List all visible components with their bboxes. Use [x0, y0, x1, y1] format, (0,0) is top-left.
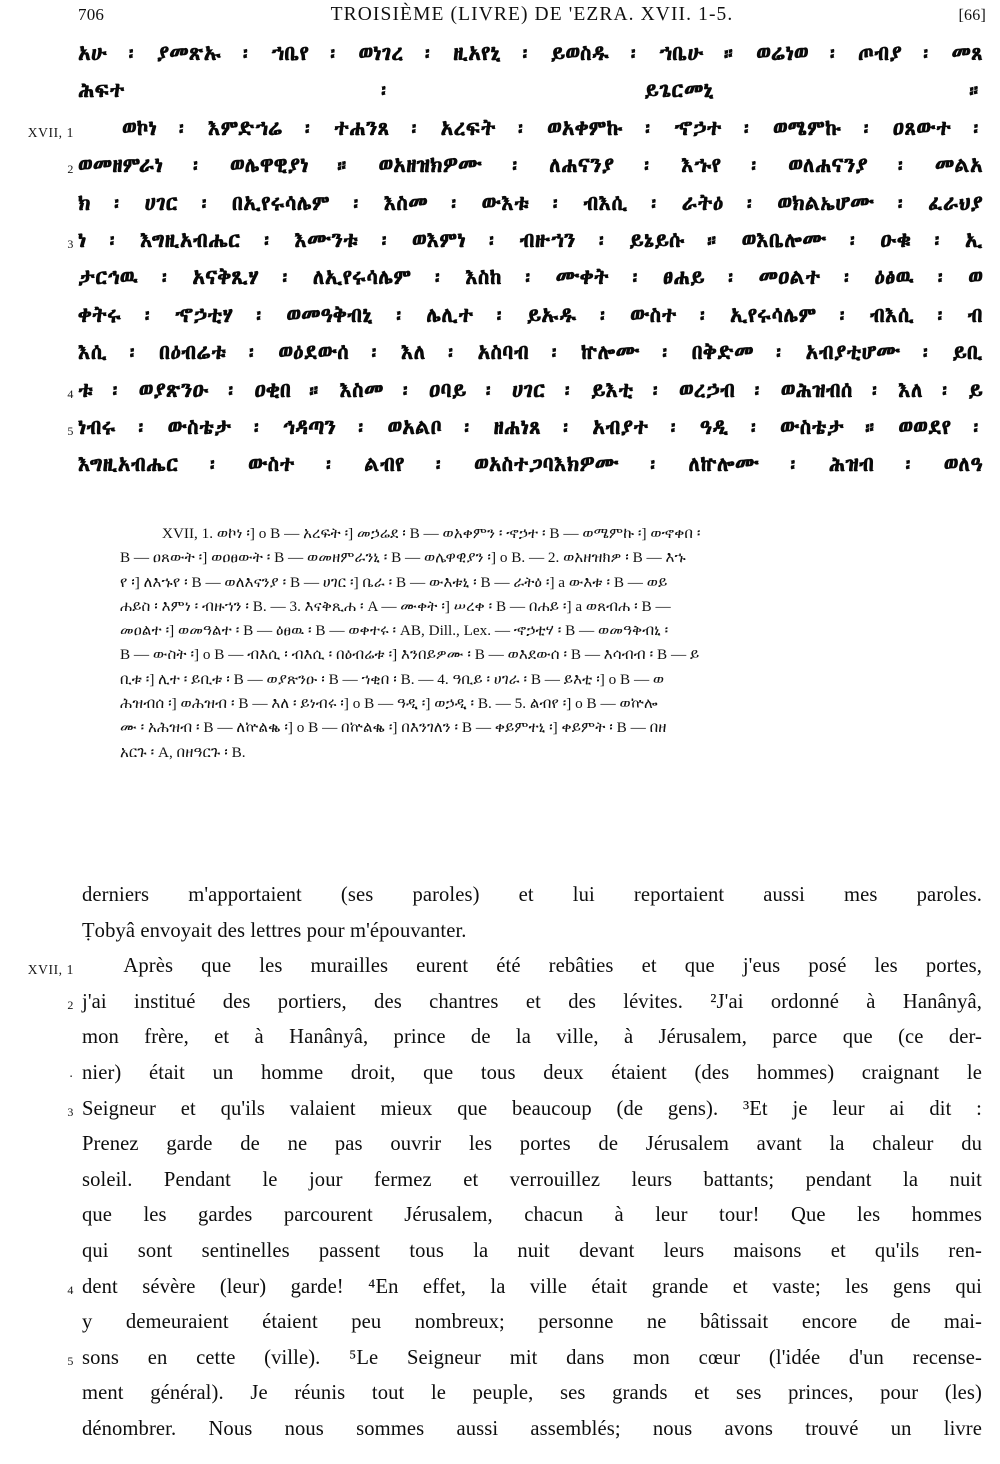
geez-line-text: ወኮነ ፡ እምድኀሬ ፡ ተሐንጸ ፡ አረፍት ፡ ወአቀምኩ ፡ ኆኃተ ፡ ወሜምኩ ፡ ዐጸውተ ፡ — [122, 114, 983, 142]
verse-marginal-number: 5 — [67, 1353, 74, 1368]
french-line — [0, 1312, 1000, 1348]
geez-line-text: ክ ፡ ሀገር ፡ በኢየሩሳሌም ፡ እስመ ፡ ውእቱ ፡ ብእሲ ፡ ራትዕ ፡ ወክልኤሆሙ ፡ ፈራህያ — [78, 189, 983, 217]
geez-line-text: እግዚአብሔር ፡ ውስተ ፡ ልብየ ፡ ወአስተጋባእክዎሙ ፡ ለኵሎሙ ፡ ሕዝብ ፡ ወለዓ — [78, 451, 983, 479]
geez-line — [0, 413, 1000, 455]
geez-line — [0, 226, 1000, 268]
apparatus-line: አርጉ ፡ A, በዘዓርጉ ፡ B. — [120, 743, 246, 761]
french-line — [0, 1277, 1000, 1313]
geez-line-text: ቱ ፡ ወያጽንዑ ፡ ዐቂበ ። እስመ ፡ ዐባይ ፡ ሀገር ፡ ይእቲ ፡ ወረኃብ ፡ ወሕዝብሰ ፡ እለ ፡ ይ — [78, 376, 983, 404]
geez-line-text: ታርኅዉ ፡ አናቅጺሃ ፡ ለኢየሩሳሌም ፡ እስከ ፡ ሙቀት ፡ ፀሐይ ፡ መዐልተ ፡ ዕፅዉ ፡ ወ — [78, 264, 983, 292]
verse-marginal-number: XVII, 1 — [27, 962, 74, 978]
french-line-text: dénombrer. Nous nous sommes aussi assemblés; nous avons trouvé un livre — [82, 1417, 982, 1440]
apparatus-line: B — ውስት ፡] o B — ብእሲ ፡ ብእሲ ፡ በዕብሬቱ ፡] እንበይዎሙ ፡ B — ወእደውሰ ፡ B — እሳብብ ፡ B — ይ — [120, 646, 700, 664]
french-line-text: nier) était un homme droit, que tous deux étaient (des hommes) craignant le — [82, 1061, 982, 1084]
french-line-text: y demeuraient étaient peu nombreux; personne ne bâtissait encore de mai- — [82, 1311, 982, 1334]
geez-line — [0, 301, 1000, 343]
french-line — [0, 1027, 1000, 1063]
geez-line-text: ወመዘምራነ ፡ ወሌዋዊያነ ። ወአዘዝክዎሙ ፡ ለሐናንያ ፡ እኁየ ፡ ወለሐናንያ ፡ መልአ — [78, 152, 983, 180]
geez-line — [0, 40, 1000, 81]
geez-line — [0, 114, 1000, 156]
apparatus-line: ሐይስ ፡ እምነ ፡ ብዙኀን ፡ B. — 3. እናቅጺሐ ፡ A — ሙቀት ፡] ሠረቀ ፡ B — በሐይ ፡] a ወጸብሐ ፡ B — — [120, 597, 671, 615]
french-line — [0, 1419, 1000, 1455]
apparatus-line: XVII, 1. ወኮነ ፡] o B — አረፍት ፡] መኃሬደ ፡ B — ወአቀምን ፡ ኆኃተ ፡ B — ወሜምኩ ፡] ወኆቀበ ፡ — [162, 525, 701, 542]
french-line — [0, 956, 1000, 992]
french-line-text: ment général). Je réunis tout le peuple, ses grands et ses princes, pour (les) — [82, 1382, 982, 1405]
geez-line-text: ነ ፡ እግዚአብሔር ፡ እሙንቱ ፡ ወእምነ ፡ ብዙኀን ፡ ይኔይሱ ። ወእቤሎሙ ፡ ዑቁ ፡ ኢ — [78, 226, 983, 254]
french-line-text: j'ai institué des portiers, des chantres et des lévites. ²J'ai ordonné à Hanânyâ, — [82, 990, 982, 1013]
apparatus-line: ቢቱ ፡] ሊተ ፡ ይቢቱ ፡ B — ወያጽንዑ ፡ B — ኀቂበ ፡ B. — 4. ዓቢይ ፡ ሀገራ ፡ B — ይእቲ ፡] o B — ወ — [120, 670, 665, 688]
french-line-text: derniers m'apportaient (ses paroles) et lui reportaient aussi mes paroles. — [82, 884, 982, 906]
french-line-text: que les gardes parcourent Jérusalem, chacun à leur tour! Que les hommes — [82, 1204, 982, 1227]
french-line-text: sons en cette (ville). ⁵Le Seigneur mit dans mon cœur (l'idée d'un recense- — [82, 1346, 982, 1369]
geez-line-text: ሕፍተ ፡ ይጌርመኒ ። — [78, 77, 983, 105]
french-line-text: Après que les murailles eurent été rebâties et que j'eus posé les portes, — [82, 955, 982, 978]
geez-line — [0, 451, 1000, 492]
french-line-text: Ṭobyâ envoyait des lettres pour m'épouvanter. — [82, 919, 467, 942]
french-line-text: mon frère, et à Hanânyâ, prince de la ville, à Jérusalem, parce que (ce der- — [82, 1026, 982, 1049]
french-line-text: soleil. Pendant le jour fermez et verrouillez leurs battants; pendant la nuit — [82, 1168, 982, 1191]
french-line — [0, 921, 1000, 957]
page-number: 706 — [78, 5, 105, 24]
french-line — [0, 1348, 1000, 1384]
verse-marginal-number: 2 — [67, 162, 74, 177]
verse-marginal-number: 3 — [67, 236, 74, 251]
verse-marginal-number: XVII, 1 — [27, 124, 74, 140]
french-line — [0, 885, 1000, 921]
french-line-text: Prenez garde de ne pas ouvrir les portes de Jérusalem avant la chaleur du — [82, 1133, 982, 1156]
french-line-text: dent sévère (leur) garde! ⁴En effet, la ville était grande et vaste; les gens qui — [82, 1275, 982, 1298]
apparatus-line: መዐልተ ፡] ወመዓልተ ፡ B — ዕፀዉ ፡ B — ወቀተሩ ፡ AB, Dill., Lex. — ኆኃቲሃ ፡ B — ወመዓቅብኒ ፡ — [120, 622, 669, 640]
apparatus-line: B — ዐጸውት ፡] ወዐፀውት ፡ B — ወመዘምራንኒ ፡ B — ወሌዋዊያን ፡] o B. — 2. ወአዘዝክዎ ፡ B — እኁ — [120, 549, 686, 567]
geez-line — [0, 339, 1000, 380]
geez-line — [0, 77, 1000, 118]
french-line — [0, 1099, 1000, 1135]
geez-text-block — [0, 40, 1000, 493]
french-line — [0, 1383, 1000, 1419]
french-line — [0, 992, 1000, 1028]
apparatus-criticus — [120, 522, 992, 765]
french-line — [0, 1063, 1000, 1099]
french-line-text: Seigneur et qu'ils valaient mieux que beaucoup (de gens). ³Et je leur ai dit : — [82, 1097, 982, 1120]
geez-line — [0, 376, 1000, 418]
signature-number: [66] — [958, 7, 986, 24]
running-head — [78, 4, 986, 30]
apparatus-line: የ ፡] ለእኁየ ፡ B — ወለእናንያ ፡ B — ሀገር ፡] ቤራ ፡ B — ውእቱኒ ፡ B — ራትዕ ፡] a ውእቱ ፡ B — ወይ — [120, 573, 668, 591]
french-line-text: qui sont sentinelles passent tous la nuit devant leurs maisons et qu'ils ren- — [82, 1239, 982, 1262]
verse-marginal-number: 4 — [67, 1282, 74, 1297]
french-line — [0, 1241, 1000, 1277]
page-title: TROISIÈME (LIVRE) DE 'EZRA. XVII. 1-5. — [330, 4, 734, 25]
french-line — [0, 1205, 1000, 1241]
geez-line-text: እሲ ፡ በዕብሬቱ ፡ ወዕደውሰ ፡ እለ ፡ አስባብ ፡ ኵሎሙ ፡ በቅድመ ፡ አብያቲሆሙ ፡ ይቢ — [78, 339, 983, 367]
french-line — [0, 1170, 1000, 1206]
verse-marginal-number: 4 — [67, 386, 74, 401]
geez-line — [0, 189, 1000, 231]
french-line — [0, 1134, 1000, 1170]
verse-marginal-number: 5 — [67, 423, 74, 438]
verse-marginal-number: 3 — [67, 1104, 74, 1119]
geez-line — [0, 264, 1000, 305]
apparatus-line: ሕዝብሰ ፡] ወሕዝብ ፡ B — እለ ፡ ይነብሩ ፡] o B — ዓዲ ፡] ወኃዲ ፡ B. — 5. ልብየ ፡] o B — ወኵሎ — [120, 695, 658, 713]
verse-marginal-number: 2 — [67, 997, 74, 1012]
geez-line-text: ቀትሩ ፡ ኆኃቲሃ ፡ ወመዓቅብኒ ፡ ሌሊተ ፡ ይኡዱ ፡ ውስተ ፡ ኢየሩሳሌም ፡ ብእሲ ፡ ብ — [78, 301, 983, 329]
verse-marginal-number: · — [68, 1068, 74, 1084]
apparatus-line: ሙ ፡ አሕዝብ ፡ B — ለኵልቈ ፡] o B — በኵልቈ ፡] በእንገለን ፡ B — ቀይምተኒ ፡] ቀይምት ፡ B — በዘ — [120, 719, 667, 737]
geez-line-text: አሁ ፡ ያመጽኡ ፡ ኀቤየ ፡ ወነገረ ፡ ዚአየኒ ፡ ይወስዱ ፡ ኀቤሁ ። ወሬነወ ፡ ጦብያ ፡ መጸ — [78, 40, 983, 67]
french-translation-block — [0, 885, 1000, 1455]
geez-line-text: ነብሩ ፡ ውስቴታ ፡ ኅዳጣን ፡ ወአልቦ ፡ ዘሐነጸ ፡ አብያተ ፡ ዓዲ ፡ ውስቴታ ። ወወደየ ፡ — [78, 413, 983, 441]
geez-line — [0, 152, 1000, 193]
